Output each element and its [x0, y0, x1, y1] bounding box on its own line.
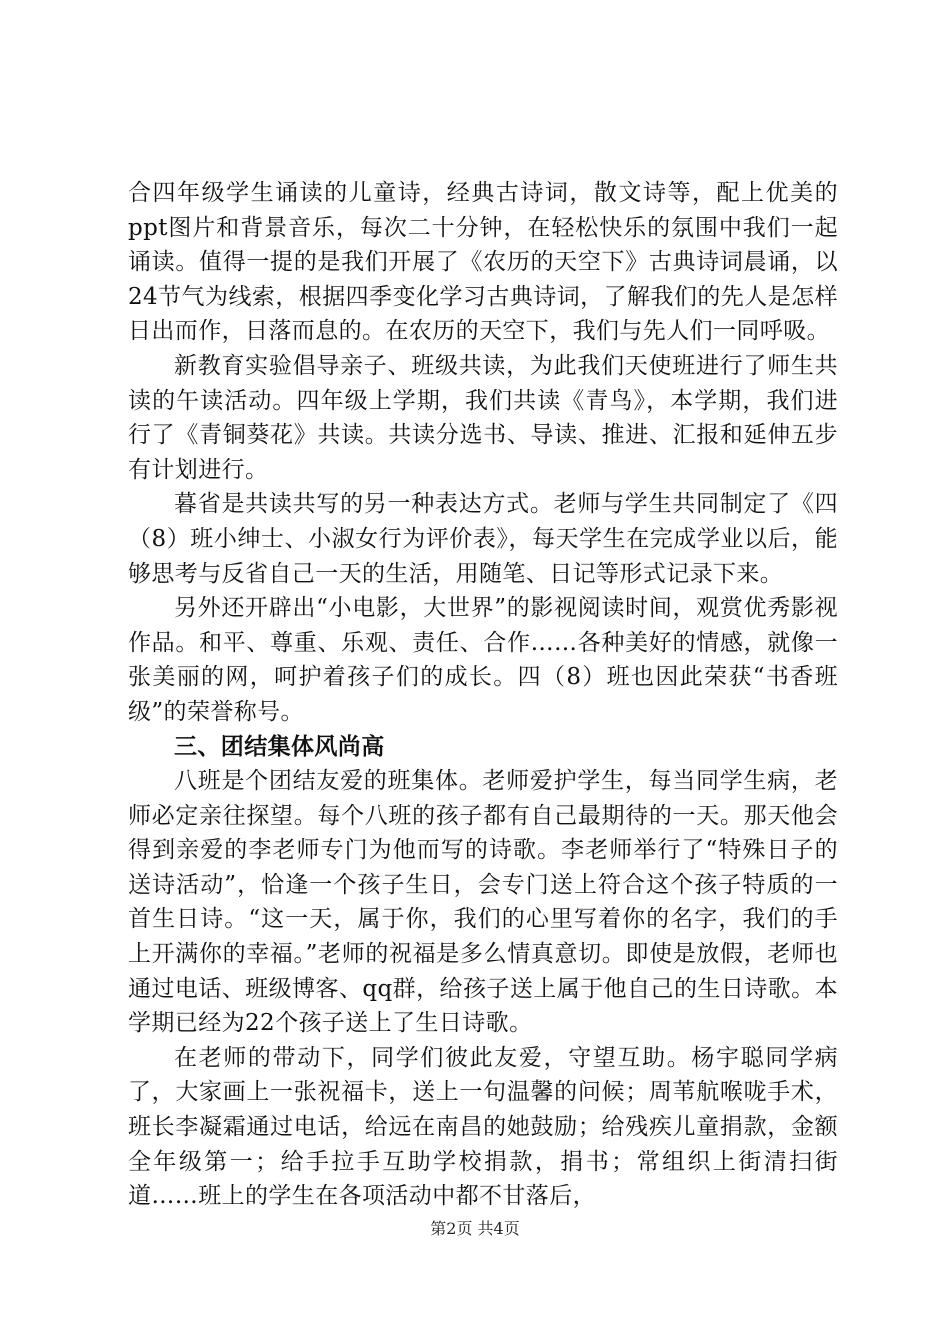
paragraph-continuation: 合四年级学生诵读的儿童诗，经典古诗词，散文诗等，配上优美的ppt图片和背景音乐，每次二十分钟，在轻松快乐的氛围中我们一起诵读。值得一提的是我们开展了《农历的天空下》古典诗词晨诵，以24节气为线索，根据四季变化学习古典诗词，了解我们的先人是怎样日出而作，日落而息的。在农历的天空下，我们与先人们一同呼吸。	[128, 180, 838, 345]
document-body	[128, 176, 838, 1214]
paragraph-mutual-help: 在老师的带动下，同学们彼此友爱，守望互助。杨宇聪同学病了，大家画上一张祝福卡，送上一句温馨的问候；周苇航喉咙手术，班长李凝霜通过电话，给远在南昌的她鼓励；给残疾儿童捐款，金额全年级第一；给手拉手互助学校捐款，捐书；常组织上街清扫街道……班上的学生在各项活动中都不甘落后，	[128, 1044, 838, 1210]
section-heading: 三、团结集体风尚高	[174, 733, 385, 760]
paragraph-shared-reading: 新教育实验倡导亲子、班级共读，为此我们天使班进行了师生共读的午读活动。四年级上学期，我们共读《青鸟》，本学期，我们进行了《青铜葵花》共读。共读分选书、导读、推进、汇报和延伸五步有计划进行。	[128, 352, 838, 483]
page-number-footer: 第2页 共4页	[430, 1219, 520, 1238]
paragraph-evening-reflection: 暮省是共读共写的另一种表达方式。老师与学生共同制定了《四（8）班小绅士、小淑女行为评价表》，每天学生在完成学业以后，能够思考与反省自己一天的生活，用随笔、日记等形式记录下来。	[128, 491, 838, 587]
paragraph-film-reading: 另外还开辟出“小电影，大世界”的影视阅读时间，观赏优秀影视作品。和平、尊重、乐观、责任、合作……各种美好的情感，就像一张美丽的网，呵护着孩子们的成长。四（8）班也因此荣获“书香班级”的荣誉称号。	[128, 595, 838, 725]
paragraph-class-unity: 八班是个团结友爱的班集体。老师爱护学生，每当同学生病，老师必定亲往探望。每个八班的孩子都有自己最期待的一天。那天他会得到亲爱的李老师专门为他而写的诗歌。李老师举行了“特殊日子的送诗活动”，恰逢一个孩子生日，会专门送上符合这个孩子特质的一首生日诗。“这一天，属于你，我们的心里写着你的名字，我们的手上开满你的幸福。”老师的祝福是多么情真意切。即使是放假，老师也通过电话、班级博客、qq群，给孩子送上属于他自己的生日诗歌。本学期已经为22个孩子送上了生日诗歌。	[128, 768, 838, 1037]
